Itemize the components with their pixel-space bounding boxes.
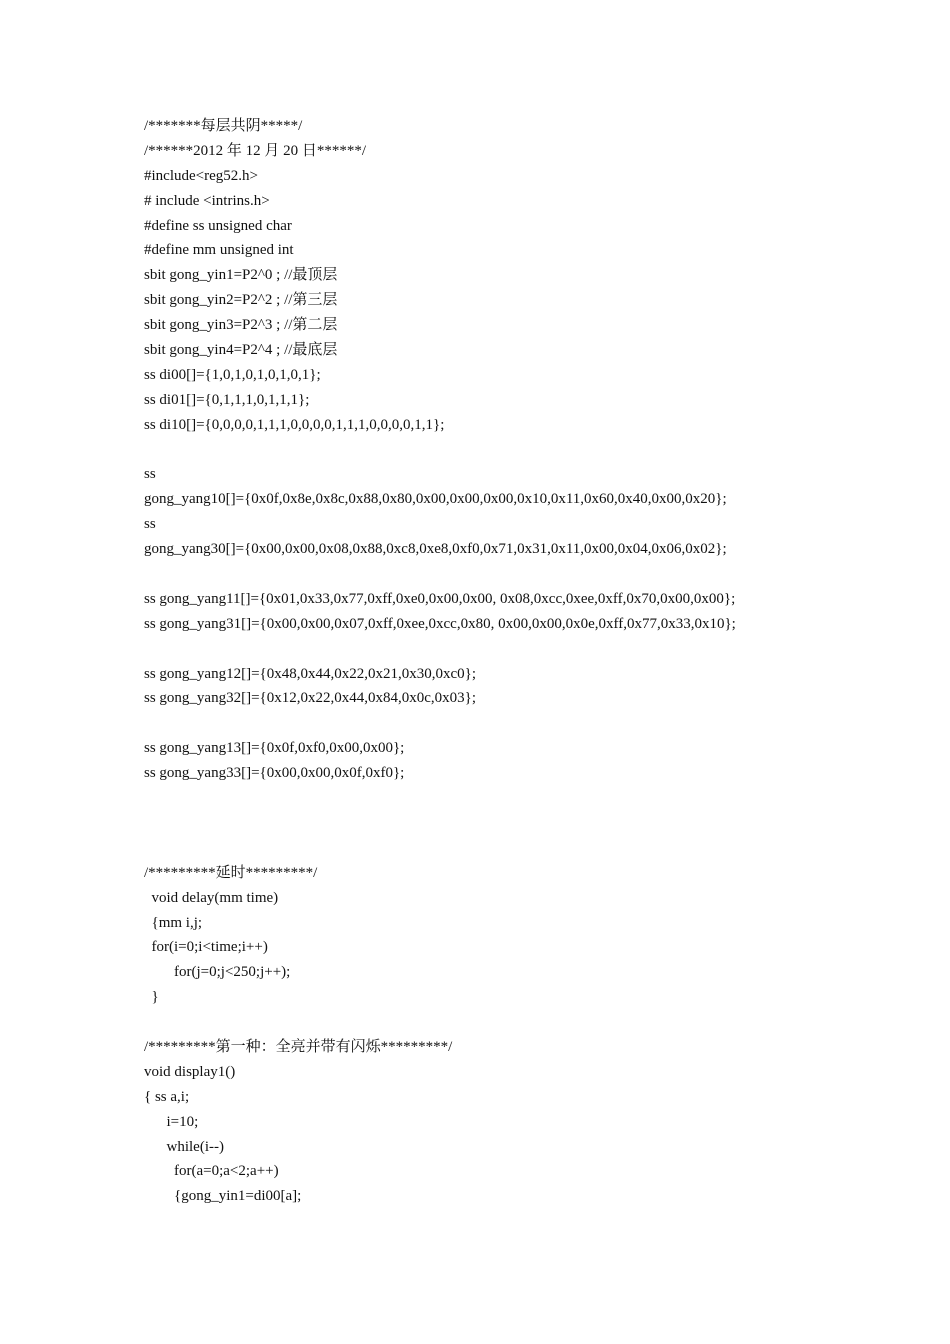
code-line: {gong_yin1=di00[a]; <box>144 1188 302 1205</box>
code-line: for(j=0;j<250;j++); <box>144 964 291 981</box>
code-line: sbit gong_yin4=P2^4 ; //最底层 <box>144 342 338 359</box>
code-line: void display1() <box>144 1063 236 1080</box>
code-line: ss gong_yang12[]={0x48,0x44,0x22,0x21,0x30,0xc0}; <box>144 665 477 682</box>
code-line: ss gong_yang13[]={0x0f,0xf0,0x00,0x00}; <box>144 740 405 757</box>
code-line: for(i=0;i<time;i++) <box>144 939 268 956</box>
code-line: /******2012 年 12 月 20 日******/ <box>144 142 367 159</box>
blank-line <box>144 836 924 861</box>
code-line: ss <box>144 466 156 483</box>
code-line: ss gong_yang31[]={0x00,0x00,0x07,0xff,0xee,0xcc,0x80, 0x00,0x00,0x0e,0xff,0x77,0x33,0x10}; <box>144 615 736 632</box>
code-line: gong_yang30[]={0x00,0x00,0x08,0x88,0xc8,0xe8,0xf0,0x71,0x31,0x11,0x00,0x04,0x06,0x02}; <box>144 541 727 558</box>
blank-line <box>144 786 924 811</box>
code-listing <box>144 114 924 1209</box>
code-line: ss <box>144 516 156 533</box>
code-line: /*********延时*********/ <box>144 864 318 881</box>
code-line: sbit gong_yin3=P2^3 ; //第二层 <box>144 317 338 334</box>
blank-line <box>144 438 924 463</box>
code-line: ss di10[]={0,0,0,0,1,1,1,0,0,0,0,1,1,1,0,0,0,0,1,1}; <box>144 416 445 433</box>
code-line: #include<reg52.h> <box>144 167 258 184</box>
code-line: } <box>144 989 159 1006</box>
code-line: for(a=0;a<2;a++) <box>144 1163 279 1180</box>
code-line: { ss a,i; <box>144 1088 190 1105</box>
blank-line <box>144 562 924 587</box>
code-line: /*******每层共阴*****/ <box>144 118 303 134</box>
code-line: ss di00[]={1,0,1,0,1,0,1,0,1}; <box>144 366 321 383</box>
code-line: /*********第一种：全亮并带有闪烁*********/ <box>144 1038 453 1055</box>
code-line: while(i--) <box>144 1138 224 1155</box>
code-line: #define ss unsigned char <box>144 217 292 234</box>
code-line: ss gong_yang33[]={0x00,0x00,0x0f,0xf0}; <box>144 765 405 782</box>
blank-line <box>144 811 924 836</box>
code-line: sbit gong_yin1=P2^0 ; //最顶层 <box>144 267 338 284</box>
blank-line <box>144 1010 924 1035</box>
code-line: i=10; <box>144 1113 199 1130</box>
code-line: void delay(mm time) <box>144 889 279 906</box>
code-line: ss gong_yang32[]={0x12,0x22,0x44,0x84,0x0c,0x03}; <box>144 690 477 707</box>
blank-line <box>144 711 924 736</box>
code-line: sbit gong_yin2=P2^2 ; //第三层 <box>144 292 338 309</box>
code-line: #define mm unsigned int <box>144 242 294 259</box>
code-line: gong_yang10[]={0x0f,0x8e,0x8c,0x88,0x80,0x00,0x00,0x00,0x10,0x11,0x60,0x40,0x00,0x20}; <box>144 491 727 508</box>
code-line: # include <intrins.h> <box>144 192 270 209</box>
code-line: ss gong_yang11[]={0x01,0x33,0x77,0xff,0xe0,0x00,0x00, 0x08,0xcc,0xee,0xff,0x70,0x00,0x00}; <box>144 590 736 607</box>
code-line: ss di01[]={0,1,1,1,0,1,1,1}; <box>144 391 310 408</box>
code-line: {mm i,j; <box>144 914 203 931</box>
blank-line <box>144 637 924 662</box>
